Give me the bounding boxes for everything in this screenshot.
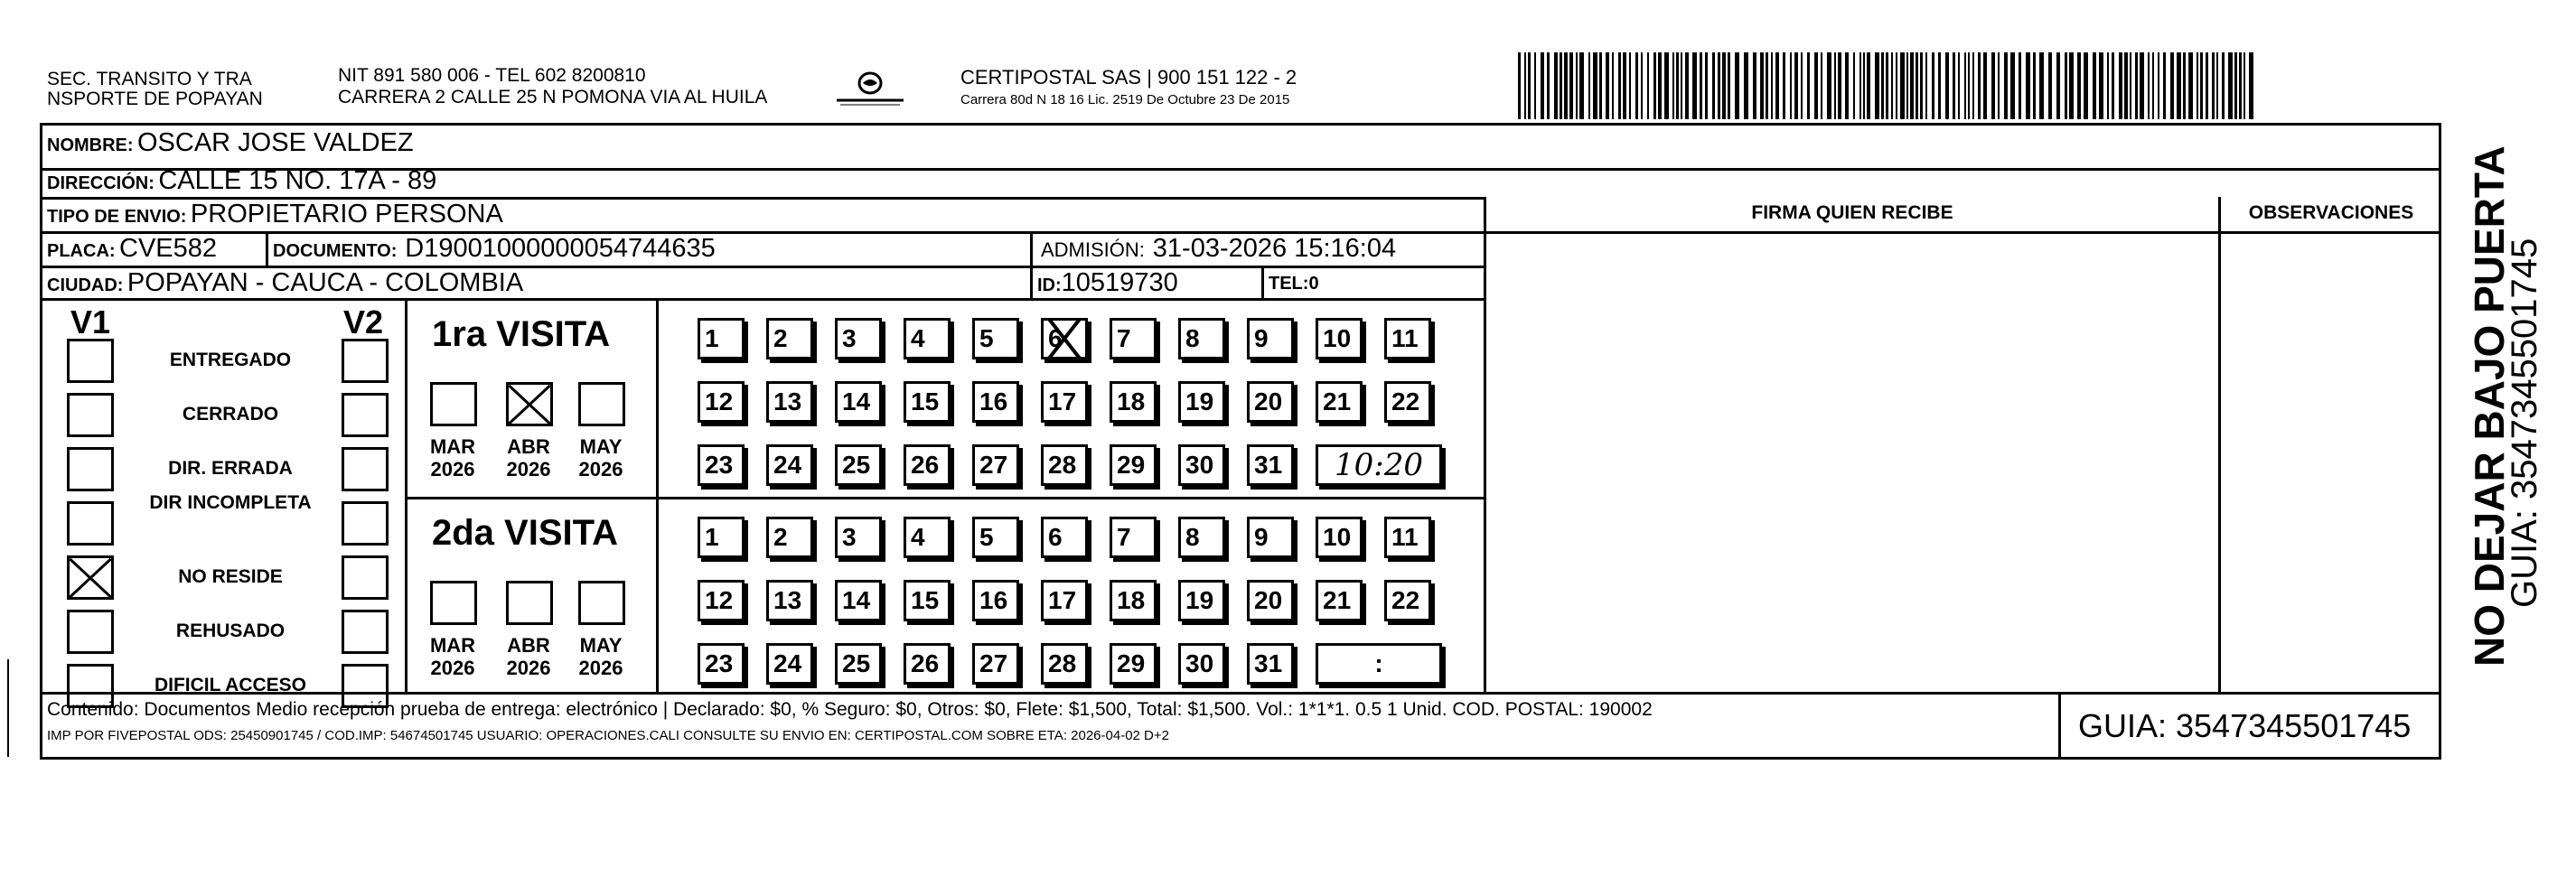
day-box[interactable]: 23: [698, 643, 745, 685]
time-box[interactable]: 10:20: [1316, 444, 1442, 486]
day-box[interactable]: 3: [835, 517, 882, 558]
month-checkbox[interactable]: [430, 581, 477, 625]
v1-checkbox[interactable]: [67, 447, 114, 491]
day-box[interactable]: 30: [1178, 444, 1225, 486]
placa-field: PLACA: CVE582: [47, 234, 218, 263]
v2-checkbox[interactable]: [342, 447, 389, 491]
day-box[interactable]: 27: [972, 643, 1019, 685]
side-guia: GUIA: 3547345501745: [2505, 238, 2544, 608]
day-box[interactable]: 29: [1110, 643, 1157, 685]
footer-guia-number: GUIA: 3547345501745: [2078, 707, 2412, 744]
ciudad-value: POPAYAN - CAUCA - COLOMBIA: [126, 268, 524, 297]
v1-checkbox[interactable]: [67, 555, 114, 600]
month-checkbox[interactable]: [430, 382, 477, 426]
v2-checkbox[interactable]: [342, 501, 389, 546]
day-box[interactable]: 1: [698, 318, 745, 359]
day-box[interactable]: 28: [1041, 444, 1088, 486]
day-box[interactable]: 19: [1178, 580, 1225, 621]
v1-checkbox[interactable]: [67, 339, 114, 383]
day-box[interactable]: 31: [1247, 643, 1294, 685]
nombre-value: OSCAR JOSE VALDEZ: [137, 128, 414, 157]
day-box[interactable]: 16: [972, 580, 1019, 621]
day-box[interactable]: 27: [972, 444, 1019, 486]
day-box[interactable]: 17: [1041, 381, 1088, 423]
day-box[interactable]: 17: [1041, 580, 1088, 621]
day-box[interactable]: 8: [1178, 318, 1225, 359]
side-warning: NO DEJAR BAJO PUERTA: [2466, 145, 2513, 667]
tel-value: 0: [1308, 274, 1319, 294]
day-box[interactable]: 7: [1110, 517, 1157, 558]
courier-logo-icon: [833, 70, 907, 110]
day-box[interactable]: 25: [835, 643, 882, 685]
day-box[interactable]: 21: [1316, 381, 1363, 423]
admision-field: ADMISIÓN: 31-03-2026 15:16:04: [1041, 234, 1397, 263]
status-label: NO RESIDE: [178, 566, 283, 587]
month-label: MAR 2026: [429, 435, 476, 480]
day-box[interactable]: 18: [1110, 381, 1157, 423]
courier-line2: Carrera 80d N 18 16 Lic. 2519 De Octubre 23 De 2015: [960, 92, 1290, 107]
day-box[interactable]: 4: [904, 318, 951, 359]
nit-line: NIT 891 580 006 - TEL 602 8200810: [338, 65, 646, 86]
month-checkbox[interactable]: [506, 581, 553, 625]
day-box[interactable]: 3: [835, 318, 882, 359]
day-box[interactable]: 2: [766, 318, 813, 359]
status-label: DIR. ERRADA: [168, 458, 293, 479]
direccion-value: CALLE 15 NO. 17A - 89: [158, 166, 437, 195]
v1-header: V1: [70, 303, 111, 341]
v2-checkbox[interactable]: [342, 339, 389, 383]
month-label: MAR 2026: [429, 634, 476, 679]
day-box[interactable]: 12: [698, 580, 745, 621]
day-box[interactable]: 19: [1178, 381, 1225, 423]
tipo-envio-field: TIPO DE ENVIO: PROPIETARIO PERSONA: [47, 200, 503, 229]
address-line: CARRERA 2 CALLE 25 N POMONA VIA AL HUILA: [338, 87, 768, 107]
id-value: 10519730: [1061, 268, 1178, 297]
day-box[interactable]: 18: [1110, 580, 1157, 621]
day-box[interactable]: 11: [1384, 318, 1431, 359]
day-box[interactable]: 5: [972, 318, 1019, 359]
barcode-icon: [1518, 52, 2259, 119]
month-label: MAY 2026: [578, 634, 623, 679]
day-box[interactable]: 14: [835, 381, 882, 423]
month-checkbox[interactable]: [506, 382, 553, 426]
nombre-field: NOMBRE: OSCAR JOSE VALDEZ: [47, 128, 414, 157]
day-box[interactable]: 24: [766, 444, 813, 486]
day-box[interactable]: 15: [904, 580, 951, 621]
status-label: CERRADO: [182, 404, 279, 425]
day-box[interactable]: 2: [766, 517, 813, 558]
day-box[interactable]: 9: [1247, 517, 1294, 558]
day-box[interactable]: 12: [698, 381, 745, 423]
day-box[interactable]: 22: [1384, 381, 1431, 423]
day-box[interactable]: 13: [766, 580, 813, 621]
day-box[interactable]: 13: [766, 381, 813, 423]
observaciones-header: OBSERVACIONES: [2248, 202, 2414, 223]
status-label: DIFICIL ACCESO: [154, 675, 306, 695]
direccion-field: DIRECCIÓN: CALLE 15 NO. 17A - 89: [47, 166, 437, 195]
v1-checkbox[interactable]: [67, 393, 114, 437]
day-box[interactable]: 28: [1041, 643, 1088, 685]
id-field: ID:10519730: [1037, 268, 1178, 297]
day-box[interactable]: 30: [1178, 643, 1225, 685]
tipo-envio-value: PROPIETARIO PERSONA: [190, 200, 503, 229]
day-box[interactable]: 9: [1247, 318, 1294, 359]
day-box[interactable]: 25: [835, 444, 882, 486]
day-box[interactable]: 29: [1110, 444, 1157, 486]
day-box[interactable]: 22: [1384, 580, 1431, 621]
firma-header: FIRMA QUIEN RECIBE: [1751, 202, 1953, 223]
day-box[interactable]: 5: [972, 517, 1019, 558]
v2-checkbox[interactable]: [342, 610, 389, 654]
tel-field: TEL:0: [1269, 274, 1319, 294]
ciudad-field: CIUDAD: POPAYAN - CAUCA - COLOMBIA: [47, 268, 524, 297]
month-checkbox[interactable]: [578, 382, 625, 426]
courier-line1: CERTIPOSTAL SAS | 900 151 122 - 2: [960, 66, 1297, 89]
documento-value: D19001000000054744635: [405, 234, 716, 263]
status-label: DIR INCOMPLETA: [149, 492, 312, 513]
agency-name-line1: SEC. TRANSITO Y TRA: [47, 69, 252, 89]
day-box[interactable]: 24: [766, 643, 813, 685]
day-box[interactable]: 20: [1247, 580, 1294, 621]
day-box[interactable]: 14: [835, 580, 882, 621]
month-checkbox[interactable]: [578, 581, 625, 625]
v2-checkbox[interactable]: [342, 555, 389, 600]
agency-name-line2: NSPORTE DE POPAYAN: [47, 89, 263, 109]
time-box[interactable]: :: [1316, 643, 1442, 685]
day-box[interactable]: 8: [1178, 517, 1225, 558]
day-box[interactable]: 31: [1247, 444, 1294, 486]
day-box[interactable]: 21: [1316, 580, 1363, 621]
day-box[interactable]: 15: [904, 381, 951, 423]
month-label: ABR 2026: [506, 435, 551, 480]
status-label: ENTREGADO: [169, 350, 292, 370]
v1-checkbox[interactable]: [67, 610, 114, 654]
day-box[interactable]: 4: [904, 517, 951, 558]
footer-content-line: Contenido: Documentos Medio recepción prueba de entrega: electrónico | Declarado: $0, % Seguro: $0, Otros: $0, Flete: $1,500, Total: $1,500. Vol.: 1*1*1. 0.5 1 Unid. COD. POSTAL: 190002: [47, 699, 1653, 720]
day-box[interactable]: 26: [904, 444, 951, 486]
v1-checkbox[interactable]: [67, 501, 114, 546]
day-box[interactable]: 20: [1247, 381, 1294, 423]
admision-value: 31-03-2026 15:16:04: [1152, 234, 1397, 263]
documento-field: DOCUMENTO: D19001000000054744635: [273, 234, 716, 263]
day-box[interactable]: 6: [1041, 318, 1088, 359]
day-box[interactable]: 10: [1316, 517, 1363, 558]
v2-checkbox[interactable]: [342, 393, 389, 437]
month-label: MAY 2026: [578, 435, 623, 480]
day-box[interactable]: 1: [698, 517, 745, 558]
day-box[interactable]: 6: [1041, 517, 1088, 558]
day-box[interactable]: 26: [904, 643, 951, 685]
day-box[interactable]: 7: [1110, 318, 1157, 359]
day-box[interactable]: 10: [1316, 318, 1363, 359]
day-box[interactable]: 23: [698, 444, 745, 486]
day-box[interactable]: 16: [972, 381, 1019, 423]
visit-title: 2da VISITA: [432, 513, 618, 553]
visit-title: 1ra VISITA: [432, 314, 611, 354]
day-box[interactable]: 11: [1384, 517, 1431, 558]
footer-print-line: IMP POR FIVEPOSTAL ODS: 25450901745 / COD.IMP: 54674501745 USUARIO: OPERACIONES.CALI CONSULTE SU ENVIO EN: CERTIPOSTAL.COM SOBRE ETA: 2026-04-02 D+2: [47, 728, 1169, 743]
status-label: REHUSADO: [175, 620, 286, 641]
placa-value: CVE582: [119, 234, 218, 263]
v2-header: V2: [343, 303, 384, 341]
month-label: ABR 2026: [506, 634, 551, 679]
